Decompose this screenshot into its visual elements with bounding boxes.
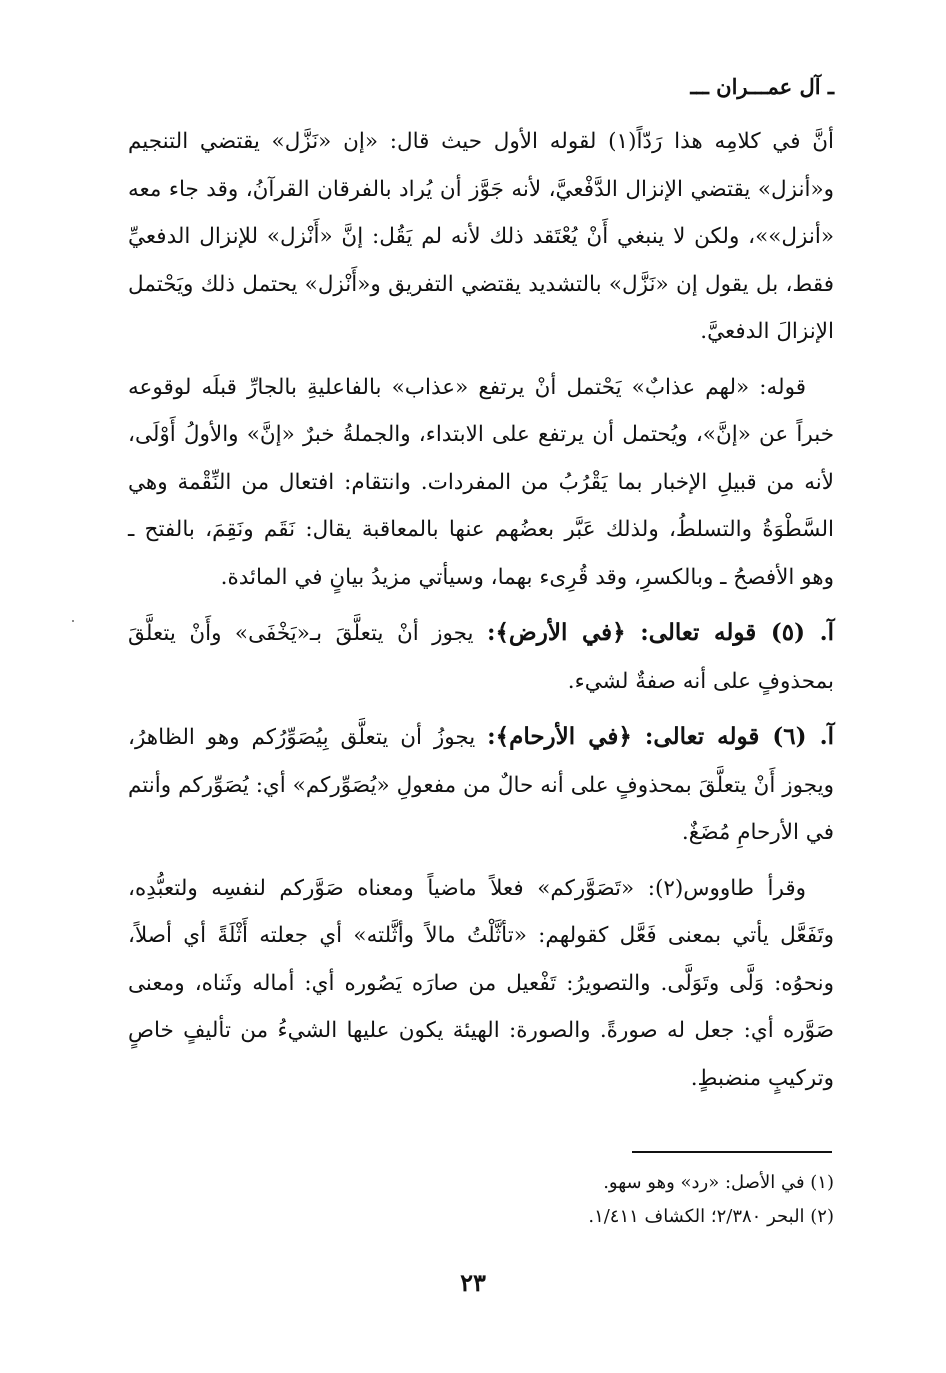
paragraph-2: قوله: «لهم عذابٌ» يَحْتمل أنْ يرتفع «عذاب» بالفاعليةِ بالجارِّ قبلَه لوقوعه خبراً عن «إنَّ»، ويُحتمل أن يرتفع على الابتداء، والجملةُ خبرٌ «إنَّ» والأولُ أَوْلَى، لأنه من قبيلِ الإخبار بما يَقْرُبُ من المفردات. وانتقام: افتعال من النِّقْمة وهي السَّطْوَةُ والتسلطُ، ولذلك عَبَّر بعضُهم عنها بالمعاقبة يقال: نَقَم ونَقِمَ، بالفتح ـ وهو الأفصحُ ـ وبالكسرِ، وقد قُرِىء بهما، وسيأتي مزيدُ بيانٍ في المائدة. [128, 374, 834, 590]
footnotes [128, 1166, 834, 1234]
paragraph-verse-6 [128, 713, 834, 857]
paragraph-verse-5 [128, 609, 834, 705]
footnote-2: (٢) البحر ٢/٣٨٠؛ الكشاف ١/٤١١. [588, 1206, 834, 1227]
running-header: ـ آل عمـــران ـــ [690, 74, 834, 99]
main-text [128, 118, 834, 1110]
paragraph-5: وقرأ طاووس(٢): «تَصَوَّركم» فعلاً ماضياً ومعناه صَوَّركم لنفسِه ولتعبُّدِه، وتَفَعَّل يأتي بمعنى فَعَّل كقولهم: «تأثَّلْتُ مالاً وأثَّلته» أي جعلته أَثْلَةً أي أصلاً، ونحوُه: وَلَّى وتَوَلَّى. والتصويرُ: تَفْعيل من صارَه يَصُوره أي: أماله وثَناه، ومعنى صَوَّره أي: جعل له صورةً. والصورة: الهيئة يكون عليها الشيءُ من تأليفٍ خاصٍ وتركيبٍ منضبطٍ. [128, 875, 834, 1091]
verse-heading: آ. (٥) قوله تعالى: ﴿في الأرض﴾: [486, 619, 834, 646]
page-number: ٢٣ [460, 1268, 486, 1297]
verse-commentary: يجوزُ أن يتعلَّق بِيُصَوِّرُكم وهو الظاهرُ، ويجوز أَنْ يتعلَّقَ بمحذوفٍ على أنه حالٌ من مفعولِ «يُصَوِّركم» أي: يُصَوِّركم وأنتم في الأرحامِ مُضَغٌ. [128, 725, 834, 845]
footnote-divider [632, 1151, 832, 1153]
verse-heading: آ. (٦) قوله تعالى: ﴿في الأرحام﴾: [487, 723, 834, 750]
verse-commentary: يجوز أنْ يتعلَّقَ بـ«يَخْفَى» وأَنْ يتعلَّقَ بمحذوفٍ على أنه صفةٌ لشيء. [128, 621, 834, 694]
footnote-1: (١) في الأصل: «رد» وهو سهو. [603, 1172, 834, 1193]
paragraph-1: أنَّ في كلامِه هذا رَدّاً(١) لقوله الأول حيث قال: «إن «نَزَّل» يقتضي التنجيم و«أنزل» يقتضي الإنزال الدَّفْعيَّ، لأنه جَوَّز أن يُراد بالفرقان القرآنُ، وقد جاء معه «أنزل»»، ولكن لا ينبغي أَنْ يُعْتَقد ذلك لأنه لم يَقُل: إنَّ «أَنْزل» للإنزال الدفعيِّ فقط، بل يقول إن «نَزَّل» بالتشديد يقتضي التفريق و«أَنْزل» يحتمل ذلك ويَحْتمل الإنزالَ الدفعيَّ. [128, 129, 834, 344]
scan-speck [72, 620, 74, 622]
